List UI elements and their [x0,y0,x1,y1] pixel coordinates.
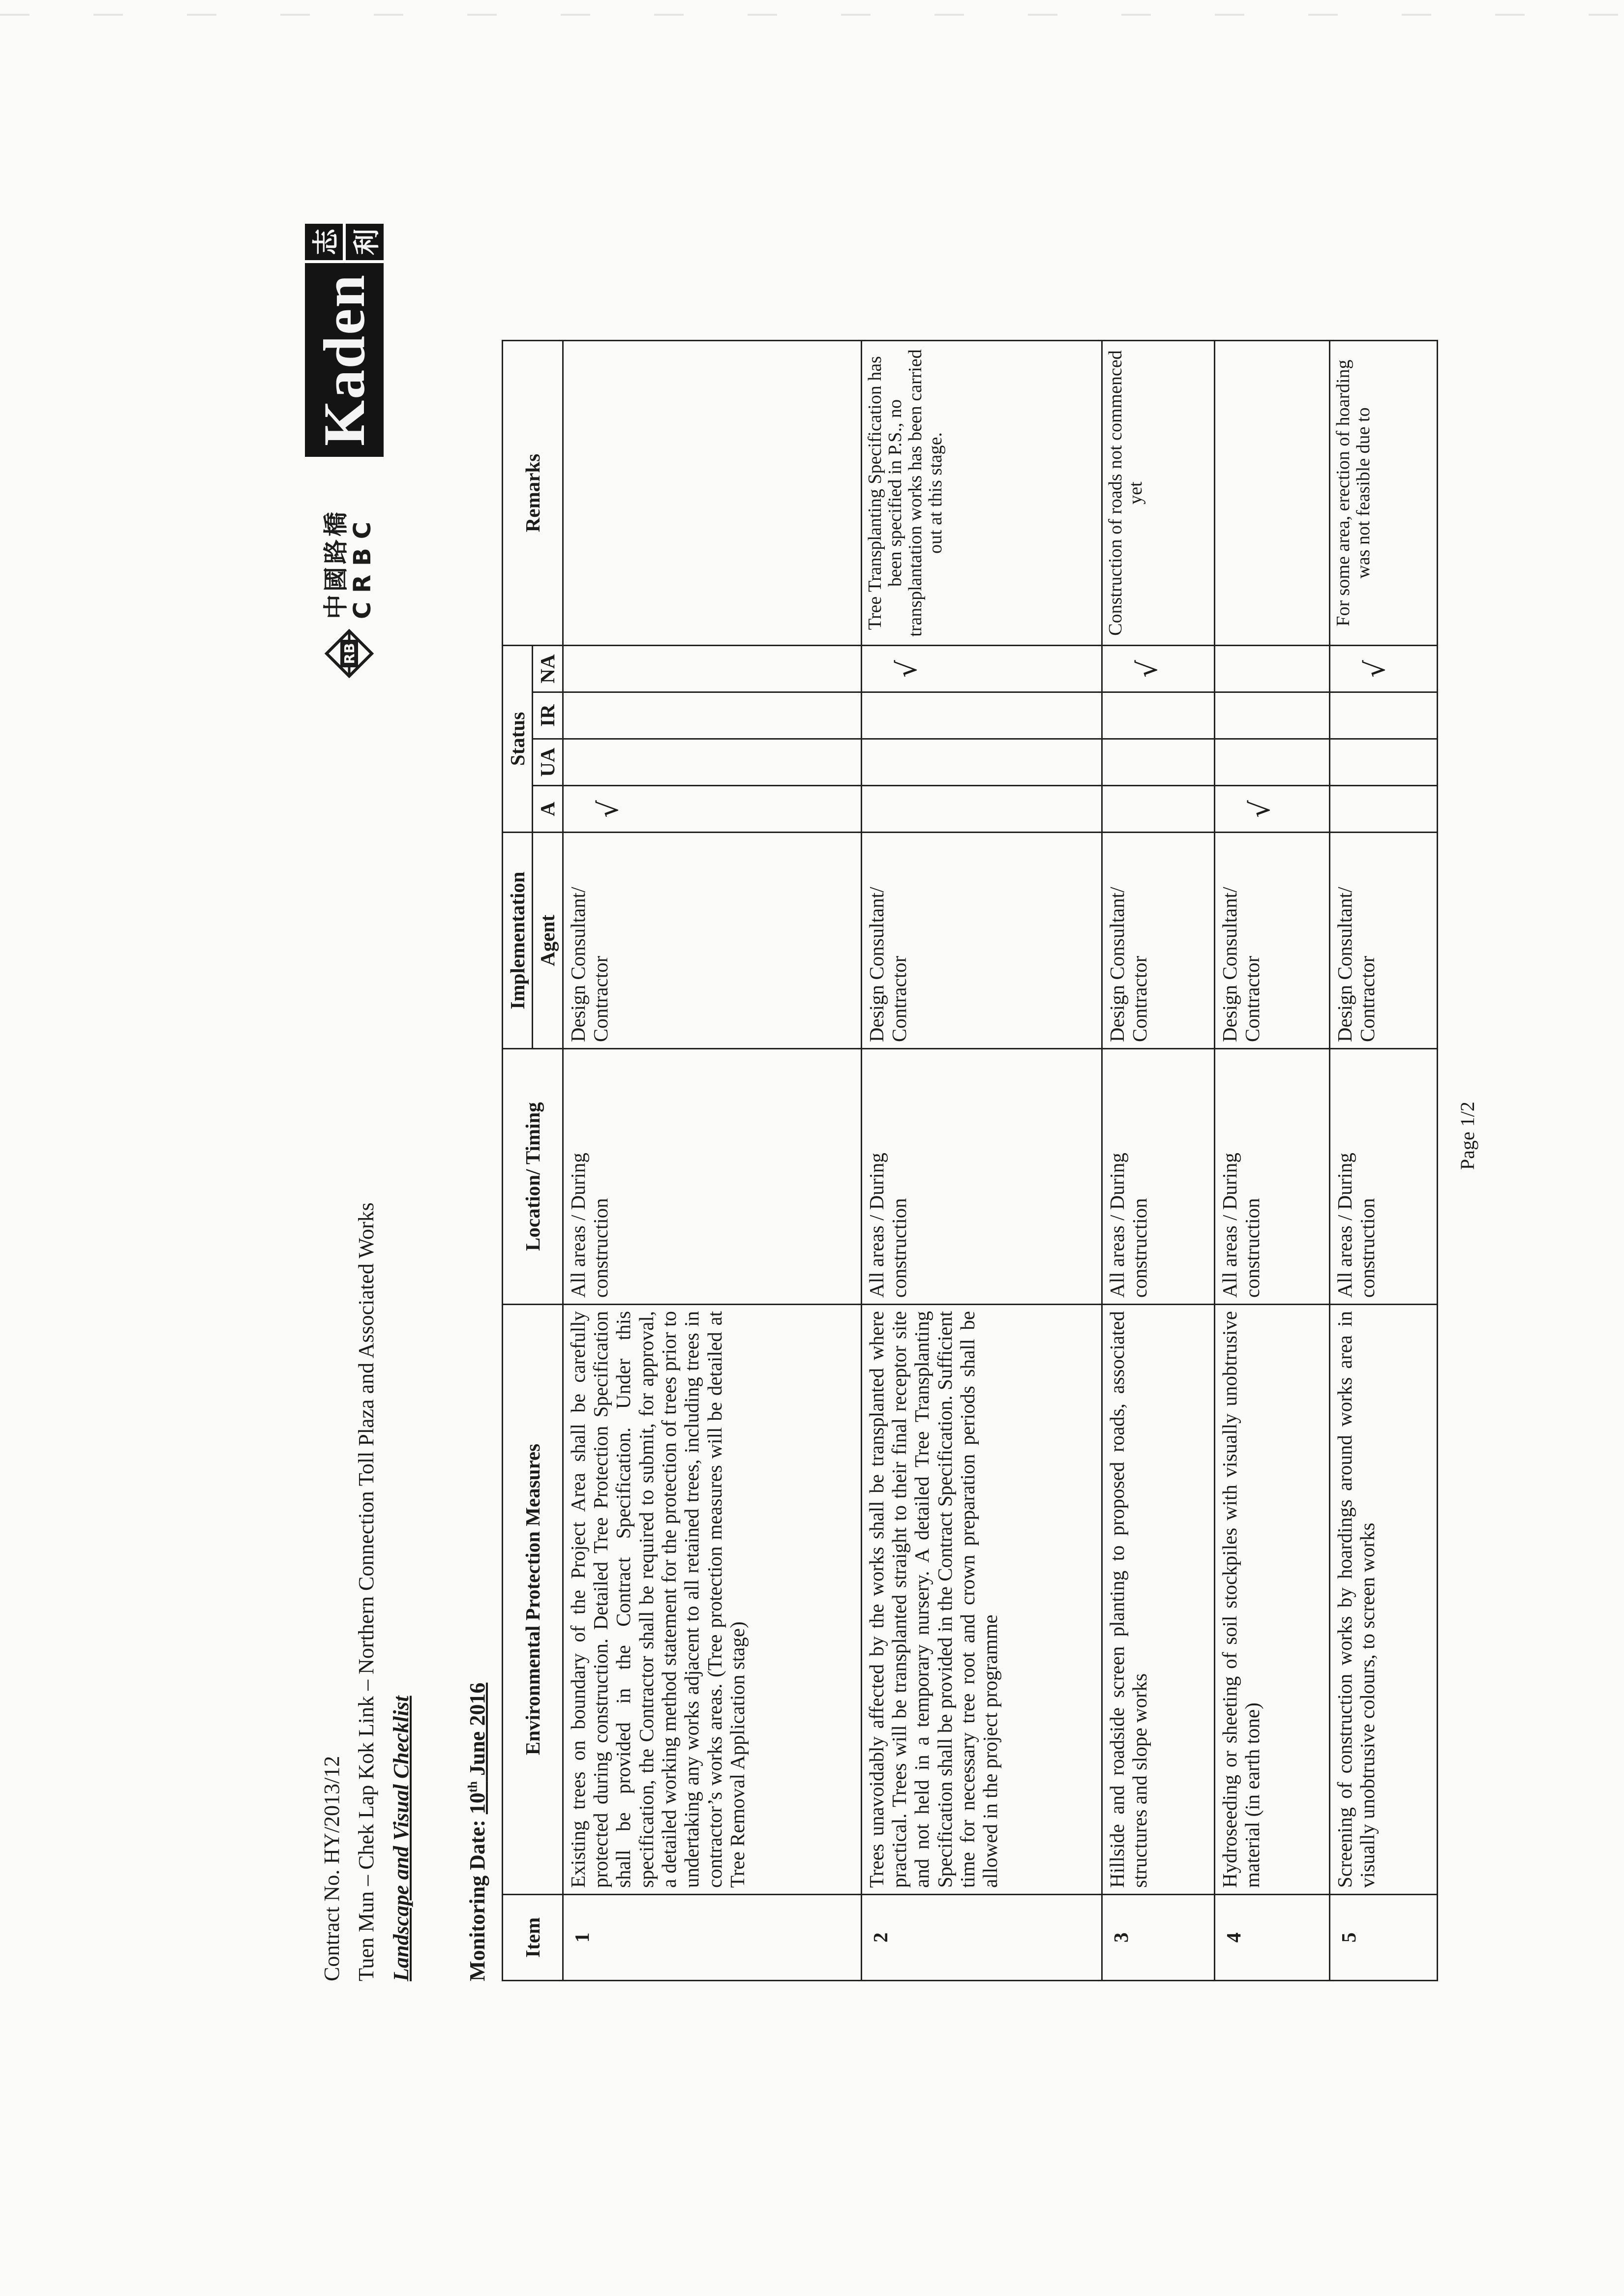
row-status-a: √ [563,786,861,833]
page-number: Page 1/2 [1456,1102,1478,1170]
row-agent: Design Consultant/ Contractor [1329,833,1437,1049]
row-status-ua [563,739,861,786]
row-location-timing: All areas / During construction [1329,1049,1437,1305]
row-location-timing: All areas / During construction [1214,1049,1329,1305]
crbc-logo [320,472,379,619]
row-measure: Hydroseeding or sheeting of soil stockpiles with visually unobtrusive material (in earth tone) [1214,1305,1329,1895]
row-agent: Design Consultant/ Contractor [861,833,1102,1049]
header-agent: Agent [533,833,563,1049]
rb-logo-text: RB [341,643,358,664]
row-measure: Hillside and roadside screen planting to proposed roads, associated structures and slope works [1102,1305,1214,1895]
header-measures: Environmental Protection Measures [503,1305,563,1895]
row-status-na: √ [1329,646,1437,692]
monitoring-month-year: June 2016 [465,1682,489,1776]
kaden-chinese-char-2: 利 [346,224,384,260]
header-remarks: Remarks [503,341,563,646]
row-status-ir [1102,692,1214,739]
contract-number: Contract No. HY/2013/12 [320,1756,344,1981]
header-status-ua: UA [533,739,563,786]
row-remarks [563,341,861,646]
row-item-number: 2 [861,1895,1102,1981]
row-measure: Trees unavoidably affected by the works shall be transplanted where practical. Trees will be transplanted straight to their final receptor site and not held in a temporary nursery. A detailed Tree Transplanting Specification shall be provided in the Contract Specification. Sufficient time for necessary tree root and crown preparation periods shall be allowed in the project programme [861,1305,1102,1895]
header-location-timing: Location/ Timing [503,1049,563,1305]
row-status-na: √ [861,646,1102,692]
kaden-logo [305,224,384,457]
header-item: Item [503,1895,563,1981]
header-status-ir: IR [533,692,563,739]
header-implementation: Implementation [503,833,533,1049]
row-item-number: 4 [1214,1895,1329,1981]
row-agent: Design Consultant/ Contractor [1214,833,1329,1049]
row-location-timing: All areas / During construction [1102,1049,1214,1305]
table-row [1102,341,1214,1981]
row-measure: Existing trees on boundary of the Project Area shall be carefully protected during construction. Detailed Tree Protection Specification shall be provided in the Contract Specification. Under this specification, the Contractor shall be required to submit, for approval, a detailed working method statement for the protection of trees prior to undertaking any works adjacent to all retained trees, including trees in contractor’s works areas. (Tree protection measures will be detailed at Tree Removal Application stage) [563,1305,861,1895]
table-row [1214,341,1329,1981]
row-agent: Design Consultant/ Contractor [1102,833,1214,1049]
row-status-ir [861,692,1102,739]
row-status-na [1214,646,1329,692]
row-status-a [1329,786,1437,833]
header-status: Status [503,646,533,833]
row-status-ua [1102,739,1214,786]
row-status-ua [1329,739,1437,786]
landscape-visual-checklist-table [502,340,1438,1981]
header-status-na: NA [533,646,563,692]
monitoring-date-label: Monitoring Date: [465,1819,489,1981]
crbc-latin-name: CRBC [349,513,377,619]
row-remarks: For some area, erection of hoarding was not feasible due to [1329,341,1437,646]
row-location-timing: All areas / During construction [563,1049,861,1305]
table-row [563,341,861,1981]
row-status-na [563,646,861,692]
monitoring-date-value [465,1683,489,1815]
row-remarks [1214,341,1329,646]
document-header [315,1202,419,1981]
row-status-ir [1329,692,1437,739]
kaden-chinese-char-1: 志 [305,224,343,260]
row-status-a: √ [1214,786,1329,833]
row-remarks: Tree Transplanting Specification has been specified in P.S., no transplantation works has been carried out at this stage. [861,341,1102,646]
row-status-a [1102,786,1214,833]
crbc-chinese-name: 中國路橋 [322,509,351,619]
table-header-row [503,341,533,1981]
row-status-ir [563,692,861,739]
checklist-title: Landscape and Visual Checklist [389,1696,413,1981]
header-status-a: A [533,786,563,833]
row-location-timing: All areas / During construction [861,1049,1102,1305]
table-row [861,341,1102,1981]
row-status-ir [1214,692,1329,739]
table-row [1329,341,1437,1981]
row-item-number: 1 [563,1895,861,1981]
kaden-chinese-mark [305,224,384,260]
monitoring-day-suffix: th [465,1781,480,1793]
rb-logo-icon [325,629,374,678]
project-name: Tuen Mun – Chek Lap Kok Link – Northern Connection Toll Plaza and Associated Works [354,1202,379,1981]
row-measure: Screening of construction works by hoardings around works area in visually unobtrusive colours, to screen works [1329,1305,1437,1895]
row-status-ua [1214,739,1329,786]
monitoring-day: 10 [465,1792,489,1815]
row-agent: Design Consultant/ Contractor [563,833,861,1049]
kaden-wordmark: Kaden [305,263,384,457]
row-item-number: 5 [1329,1895,1437,1981]
row-status-na: √ [1102,646,1214,692]
row-status-ua [861,739,1102,786]
monitoring-date [465,1683,490,1981]
row-item-number: 3 [1102,1895,1214,1981]
row-remarks: Construction of roads not commenced yet [1102,341,1214,646]
row-status-a [861,786,1102,833]
